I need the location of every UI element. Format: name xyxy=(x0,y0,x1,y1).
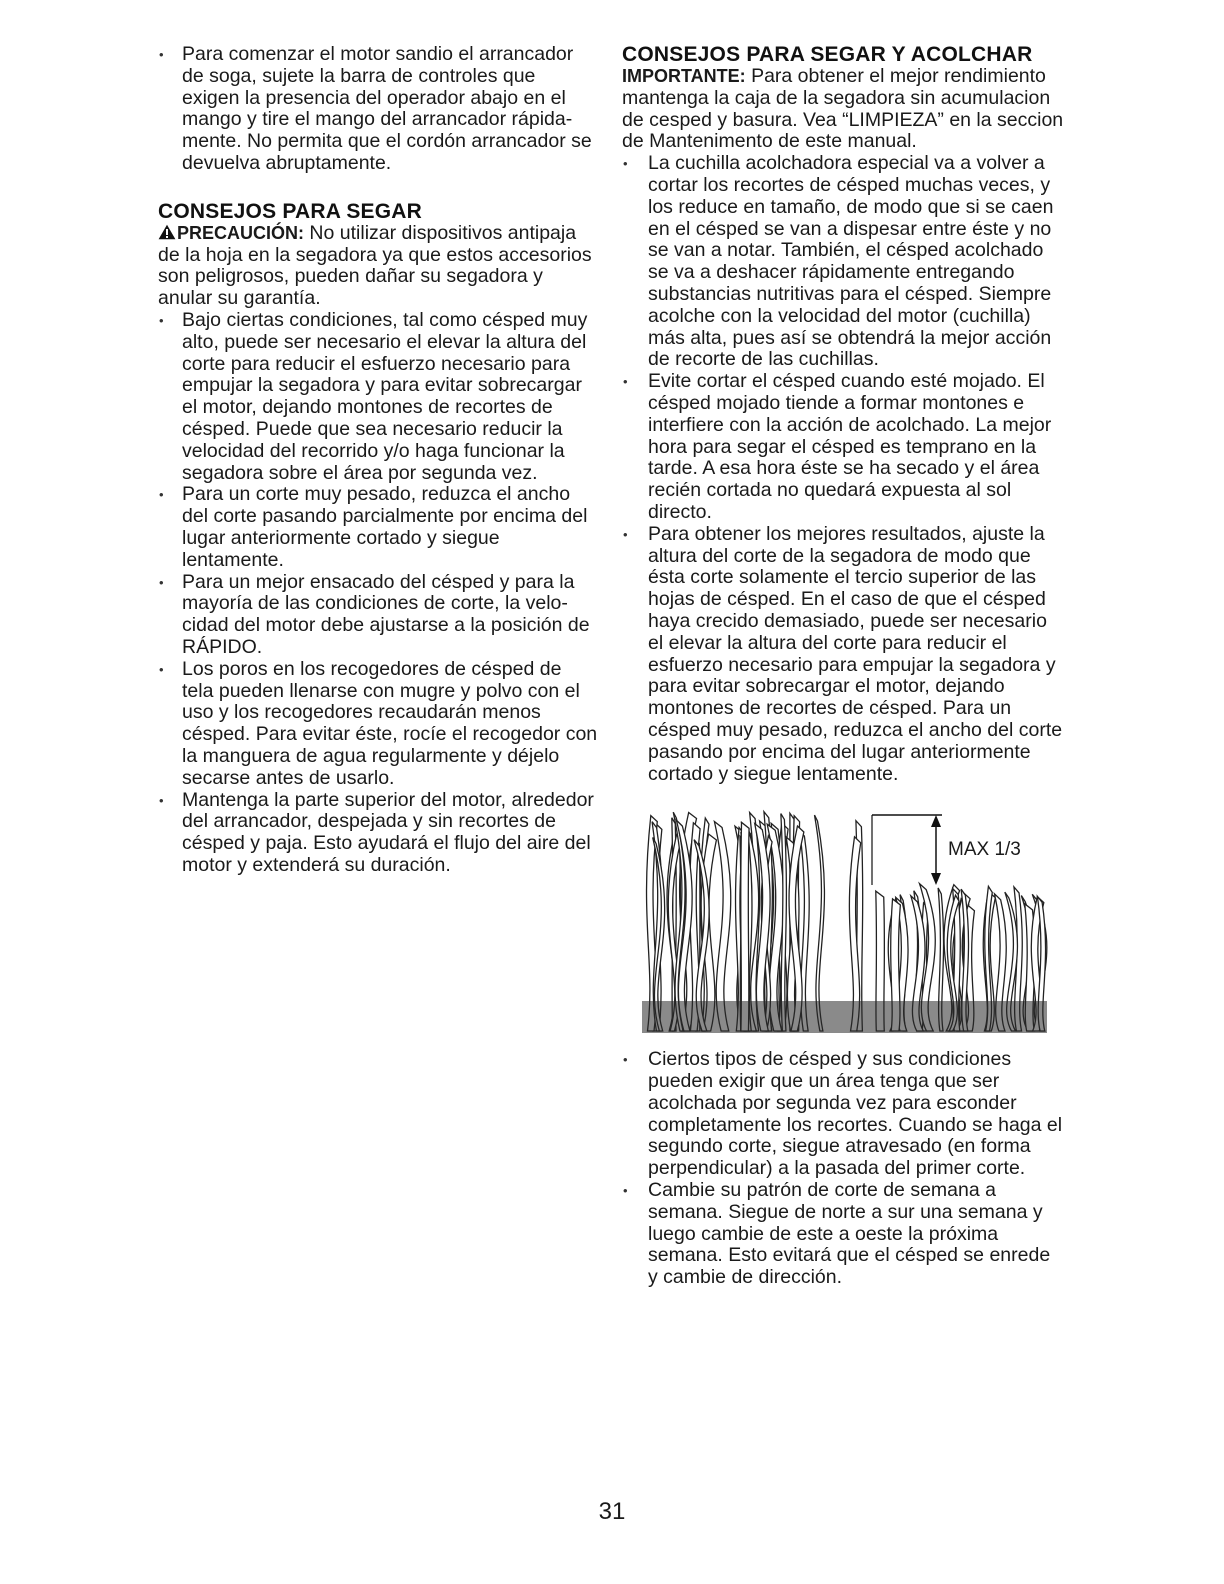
list-item: • Bajo ciertas condiciones, tal como césped muy alto, puede ser necesario el elevar la altura del corte para reducir el esfuerzo necesario para empujar la segadora y para evitar sobrecargar el motor, dejando montones de recortes de césped. Puede que sea necesario reducir la velocidad del recorrido y/o haga funcionar la segadora sobre el área por segunda vez. xyxy=(158,310,598,484)
right-column xyxy=(622,44,1064,1289)
list-item: • La cuchilla acolchadora especial va a volver a cortar los recortes de césped muchas veces, y los reduce en tamaño, de modo que si se caen en el césped se van a dispesar entre éste y no se van a notar. También, el césped acolchado se va a deshacer rápidamente entregando substancias nutritivas para el césped. Siempre acolche con la velocidad del motor (cuchilla) más alta, pues así se obtendrá la mejor acción de recorte de las cuchillas. xyxy=(622,153,1064,371)
grass-blade xyxy=(714,822,730,1031)
grass-blade xyxy=(741,823,749,1032)
mulching-tips-list xyxy=(622,153,1064,785)
list-item: • Cambie su patrón de corte de semana a semana. Siegue de norte a sur una semana y luego cambie de este a oeste la próxima semana. Esto evitará que el césped se enrede y cambie de dirección. xyxy=(622,1180,1064,1289)
max-height-marker xyxy=(872,815,942,885)
grass-base-shading xyxy=(642,1001,1047,1033)
list-item: • Ciertos tipos de césped y sus condiciones pueden exigir que un área tenga que ser acolchada por segunda vez para esconder completamente los recortes. Cuando se haga el segundo corte, siegue atravesado (en forma perpendicular) a la pasada del primer corte. xyxy=(622,1049,1064,1180)
mulching-tips-list-continued xyxy=(622,1049,1064,1289)
warning-paragraph xyxy=(158,223,598,310)
page-number: 31 xyxy=(598,1498,626,1525)
important-paragraph xyxy=(622,66,1064,153)
list-item: • Para comenzar el motor sandio el arrancador de soga, sujete la barra de controles que exigen la presencia del operador abajo en el mango y tire el mango del arrancador rápidamente. No permita que el cordón arrancador se devuelva abruptamente. xyxy=(158,44,598,175)
section-heading: CONSEJOS PARA SEGAR xyxy=(158,199,423,223)
max-height-label: MAX 1/3 xyxy=(948,839,1021,861)
grass-cut-height-diagram xyxy=(632,805,1052,1035)
list-item: • Para un corte muy pesado, reduzca el ancho del corte pasando parcialmente por encima del lugar anteriormente cortado y siegue lentamente. xyxy=(158,484,598,571)
mowing-tips-list xyxy=(158,310,598,877)
grass-blade xyxy=(815,815,825,1031)
list-item: • Para un mejor ensacado del césped y para la mayoría de las condiciones de corte, la velocidad del motor debe ajustarse a la posición de RÁPIDO. xyxy=(158,572,598,659)
warning-label: PRECAUCIÓN: xyxy=(177,222,305,243)
left-column xyxy=(158,44,598,877)
section-heading: CONSEJOS PARA SEGAR Y ACOLCHAR xyxy=(622,43,1033,66)
list-item: • Mantenga la parte superior del motor, alrededor del arrancador, despejada y sin recortes de césped y paja. Esto ayudará el flujo del aire del motor y extenderá su duración. xyxy=(158,790,598,877)
warning-text: No utilizar dispositivos antipaja de la hoja en la segadora ya que estos accesorios son peligrosos, pueden dañar su segadora y anular su garantía. xyxy=(158,221,592,310)
list-item: • Para obtener los mejores resultados, ajuste la altura del corte de la segadora de modo que ésta corte solamente el tercio superior de las hojas de césped. En el caso de que el césped haya crecido demasiado, puede ser necesario el elevar la altura del corte para reducir el esfuerzo necesario para empujar la segadora y para evitar sobrecargar el motor, dejando montones de recortes de césped. Para un césped muy pesado, reduzca el ancho del corte pasando por encima del lugar anteriormente cortado y siegue lentamente. xyxy=(622,524,1064,786)
intro-list xyxy=(158,44,598,175)
mowing-tips-section xyxy=(158,201,598,877)
list-item: • Evite cortar el césped cuando esté mojado. El césped mojado tiende a formar montones e interfiere con la acción de acolchado. La mejor hora para segar el césped es temprano en la tarde. A esa hora éste se ha secado y el área recién cortada no quedará expuesta al sol directo. xyxy=(622,371,1064,524)
important-text: Para obtener el mejor rendimiento mantenga la caja de la segadora sin acumulacion de cesped y basura. Vea “LIMPIEZA” en la seccion de Mantenimento de este manual. xyxy=(622,65,1064,153)
list-item: • Los poros en los recogedores de césped de tela pueden llenarse con mugre y polvo con el uso y los recogedores recaudarán menos césped. Para evitar éste, rocíe el recogedor con la manguera de agua regularmente y déjelo secarse antes de usarlo. xyxy=(158,659,598,790)
important-label: IMPORTANTE: xyxy=(622,66,746,86)
warning-triangle-icon xyxy=(158,224,176,240)
